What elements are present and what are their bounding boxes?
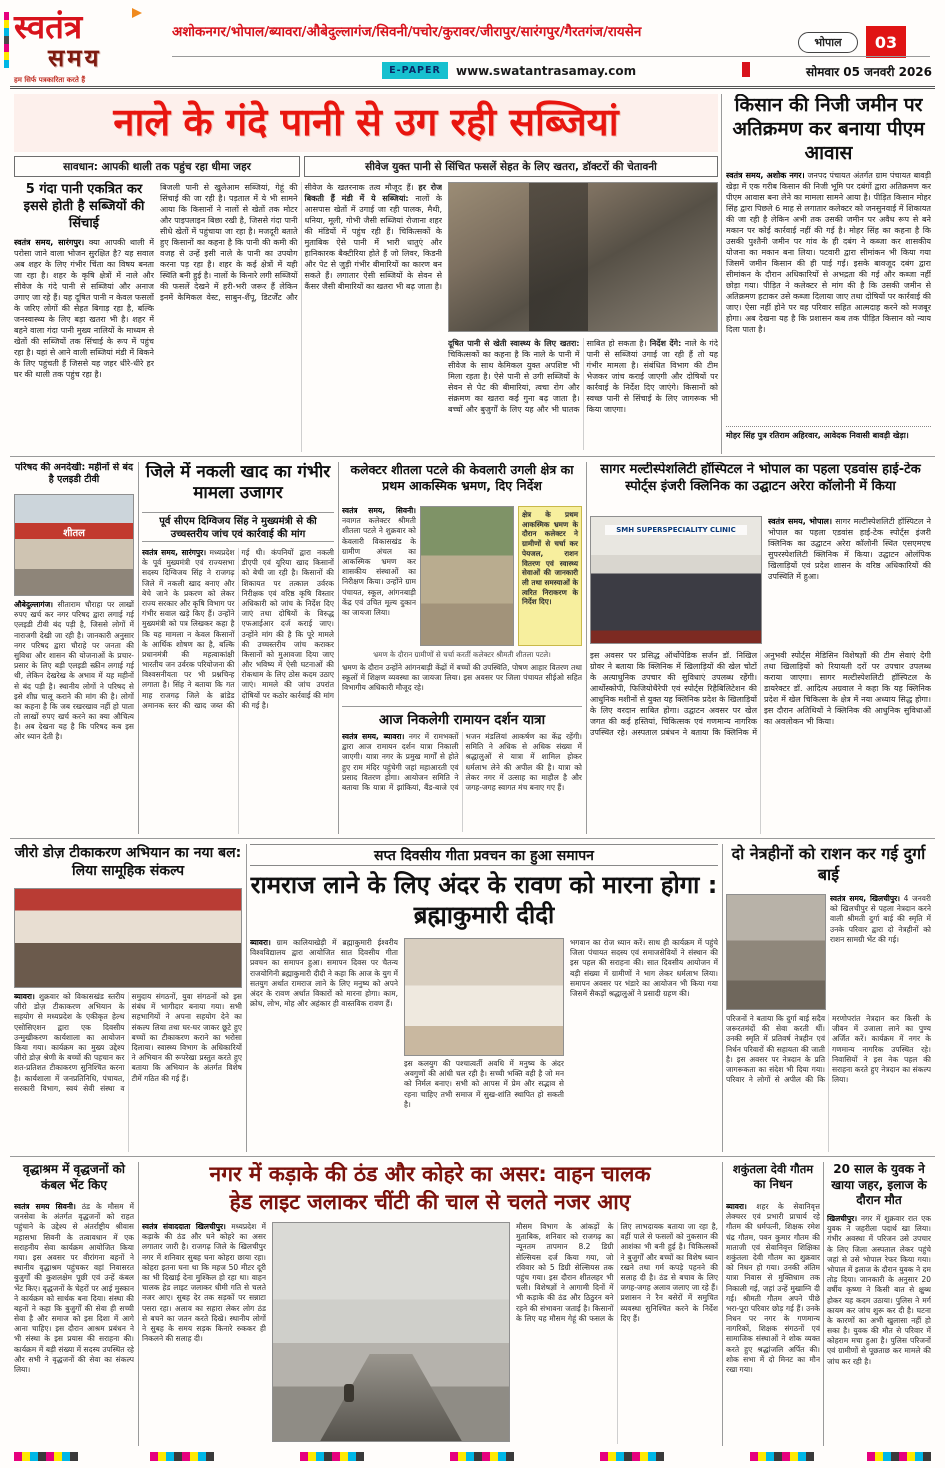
collector-body-bottom: भ्रमण के दौरान उन्होंने आंगनबाड़ी केंद्रों में बच्चों की उपस्थिति, पोषण आहार वितरण तथा स्कूलों में शिक्षण व्यवस्था का जायजा लिया। इस अवसर पर जिला पंचायत सीईओ सहित विभागीय अधिकारी मौजूद रहे।	[342, 663, 582, 693]
registration-marks-bottom	[14, 1452, 78, 1461]
hospital-dateline: स्वतंत्र समय, भोपाल।	[768, 517, 833, 526]
flag-icon	[132, 8, 142, 18]
gautam-city: ब्यावरा।	[726, 1202, 747, 1211]
netraheen-dateline: स्वतंत्र समय, खिलचीपुर।	[830, 894, 901, 903]
collector-dateline: स्वतंत्र समय, सिवनी।	[342, 506, 416, 515]
tika-photo	[14, 888, 242, 988]
lead-below-image-text: दूषित पानी से खेती स्वास्थ्य के लिए खतरा: चिकित्सकों का कहना है कि नाले के पानी में सीवेज के साथ केमिकल युक्त अपशिष्ट भी मिला रहता है। ऐसे पानी से उगी सब्जियों के सेवन से पेट की बीमारियां, त्वचा रोग और संक्रमण का खतरा कई गुना बढ़ जाता है। बच्चों और बुजुर्गों के लिए यह और भी घातक साबित हो सकता है। निर्देश देंगे: नाले के गंदे पानी से सब्जियां उगाई जा रही हैं तो यह गंभीर मामला है। संबंधित विभाग की टीम भेजकर जांच कराई जाएगी और दोषियों पर कार्रवाई के निर्देश दिए जाएंगे। किसानों को स्वच्छ पानी से सिंचाई के लिए जागरूक भी किया जाएगा।	[448, 339, 718, 415]
geeta-banner: सप्त दिवसीय गीता प्रवचन का हुआ समापन	[250, 844, 718, 866]
fog-street-photo	[272, 1222, 510, 1442]
led-tv-body: औबेदुल्लागंज। सीताराम चौराहा पर लाखों रुपए खर्च कर नगर परिषद द्वारा लगाई गई एलइडी टीवी बंद पड़ी है, जिससे लोगों में नाराजगी देखी जा रही है। जानकारी अनुसार नगर परिषद द्वारा चौराहे पर जनता की सुविधा और शासन की योजनाओं के प्रचार-प्रसार के लिए बड़ी एलइडी स्क्रीन लगाई गई थी, लेकिन देखरेख के अभाव में यह महीनों से बंद पड़ी है। स्थानीय लोगों ने परिषद से इसे शीघ्र चालू कराने की मांग की है। लोगों का कहना है कि जब रखरखाव नहीं हो पाता तो लाखों रुपए खर्च करने का क्या औचित्य है। अब देखना यह है कि परिषद कब इस ओर ध्यान देती है।	[14, 600, 134, 742]
hospital-photo-banner-text: SMH SUPERSPECIALITY CLINIC	[605, 525, 748, 535]
logo-tagline: हम सिर्फ पत्रकारिता करते हैं	[14, 76, 86, 84]
hospital-headline: सागर मल्टीस्पेशलिटी हॉस्पिटल ने भोपाल का पहला एडवांस हाई-टेक स्पोर्ट्स इंजरी क्लिनिक का उद्घाटन अरेरा कॉलोनी में किया	[600, 462, 921, 494]
registration-marks-bottom	[600, 1452, 664, 1461]
cyclist-silhouette	[344, 1384, 354, 1402]
netraheen-body-bottom: परिजनों ने बताया कि दुर्गा बाई सदैव जरूरतमंदों की सेवा करती थीं। उनकी स्मृति में प्रतिवर्ष नेत्रहीन एवं निर्धन परिवारों की सहायता की जाती है। इस अवसर पर नेत्रदान के प्रति जागरूकता का संदेश भी दिया गया। परिवार ने लोगों से अपील की कि मरणोपरांत नेत्रदान कर किसी के जीवन में उजाला लाने का पुण्य अर्जित करें। कार्यक्रम में नगर के गणमान्य नागरिक उपस्थित रहे। निवासियों ने इस नेक पहल की सराहना करते हुए नेत्रदान का संकल्प लिया।	[726, 1014, 931, 1085]
fog-road	[320, 1354, 462, 1441]
nakli-khad-dateline: स्वतंत्र समय, सारंगपुर।	[142, 548, 207, 557]
lead-dateline: स्वतंत्र समय, सारंगपुर।	[14, 237, 85, 247]
lead-kicker-left: सावधान: आपकी थाली तक पहुंच रहा धीमा जहर	[14, 156, 300, 177]
masthead-logo	[14, 7, 166, 88]
registration-marks-bottom	[150, 1452, 214, 1461]
lead-cols-mid: बिजली पानी से खुलेआम सब्जियां, गेहूं की सिंचाई की जा रही है। पड़ताल में ये भी सामने आया कि किसानों ने नालों से खेतों तक मोटर और पाइपलाइन बिछा रखी है, जिससे गंदा पानी सीधे खेतों में पहुंचाया जा रहा है। मजदूरी बताते हुए किसानों का कहना है कि पानी की कमी की वजह से उन्हें इसी नाले के पानी का उपयोग करना पड़ रहा है। शहर के कई क्षेत्रों में यही स्थिति बनी हुई है। नालों के किनारे लगी सब्जियों की फसलें देखने में हरी-भरी जरूर हैं लेकिन इनमें केमिकल वेस्ट, साबुन-शैंपू, डिटर्जेंट और सीवेज के खतरनाक तत्व मौजूद हैं। हर रोज बिकती हैं मंडी में ये सब्जियां: नालों के आसपास खेतों में उगाई जा रही पालक, मैथी, धनिया, मूली, गोभी जैसी सब्जियां रोजाना शहर की मंडियों में पहुंच रही हैं। चिकित्सकों के मुताबिक ऐसे पानी में भारी धातुएं और हानिकारक बैक्टीरिया होते हैं जो लिवर, किडनी और पेट से जुड़ी गंभीर बीमारियों का कारण बन सकते हैं। लगातार ऐसी सब्जियों के सेवन से कैंसर जैसी बीमारियों का खतरा भी बढ़ जाता है।	[160, 183, 442, 303]
kambal-dateline: स्वतंत्र समय सिवनी।	[14, 1202, 76, 1211]
pm-awas-note: मोहर सिंह पुत्र रतिराम अहिरवार, आवेदक निवासी बावड़ी खेड़ा।	[726, 426, 931, 450]
hospital-body-bottom: इस अवसर पर प्रसिद्ध ऑर्थोपेडिक सर्जन डॉ. निखिल ग्रोवर ने बताया कि क्लिनिक में खिलाड़ियों की खेल चोटों के अत्याधुनिक उपचार की सुविधाएं उपलब्ध रहेंगी। आर्थोस्कोपी, फिजियोथैरेपी एवं स्पोर्ट्स रिहैबिलिटेशन की आधुनिक मशीनों से युक्त यह क्लिनिक प्रदेश के खिलाड़ियों के लिए वरदान साबित होगा। उद्घाटन अवसर पर खेल जगत की कई हस्तियां, चिकित्सक एवं गणमान्य नागरिक उपस्थित रहे। अस्पताल प्रबंधन ने बताया कि क्लिनिक में अनुभवी स्पोर्ट्स मेडिसिन विशेषज्ञों की टीम सेवाएं देगी तथा खिलाड़ियों को रियायती दरों पर उपचार उपलब्ध कराया जाएगा। सागर मल्टीस्पेशलिटी हॉस्पिटल के डायरेक्टर डॉ. आदित्य अग्रवाल ने कहा कि यह क्लिनिक प्रदेश में खेल चिकित्सा के क्षेत्र में नया अध्याय सिद्ध होगा। इस दौरान अतिथियों ने क्लिनिक की आधुनिक सुविधाओं का अवलोकन भी किया।	[590, 651, 931, 738]
hospital-body-side: स्वतंत्र समय, भोपाल। सागर मल्टीस्पेशलिटी हॉस्पिटल ने भोपाल का पहला एडवांस हाई-टेक स्पोर्ट्स इंजरी क्लिनिक का उद्घाटन अरेरा कॉलोनी स्थित एसएमएच सुपरस्पेशलिटी क्लिनिक में किया। उद्घाटन ओलंपिक खिलाड़ियों एवं प्रदेश शासन के वरिष्ठ अधिकारियों की उपस्थिति में हुआ।	[768, 517, 931, 582]
geeta-mid-col	[404, 938, 564, 1152]
ramayan-headline: आज निकलेगी रामायन दर्शन यात्रा	[342, 706, 582, 728]
netraheen-body-side: स्वतंत्र समय, खिलचीपुर। 4 जनवरी को खिलचीपुर से पहला नेत्रदान करने वाली श्रीमती दुर्गा बाई की स्मृति में उनके परिवार द्वारा दो नेत्रहीनों को राशन सामग्री भेंट की गई।	[830, 894, 931, 944]
registration-marks-bottom	[750, 1452, 814, 1461]
website-link[interactable]: www.swatantrasamay.com	[456, 64, 637, 78]
pm-awas-dateline: स्वतंत्र समय, अशोक नगर।	[726, 171, 805, 180]
lead-below2-head: निर्देश देंगे:	[649, 339, 685, 348]
led-caption: परिषद की अनदेखी: महीनों से बंद है एलइडी टीवी	[15, 462, 133, 486]
gautam-body: ब्यावरा। शहर के सेवानिवृत्त लेक्चरर एवं प्रभारी प्राचार्य रहे गौतम की धर्मपत्नी, शिक्षक रमेश चंद्र गौतम, पवन कुमार गौतम की माताजी एवं सेवानिवृत्त शिक्षिका शकुंतला देवी गौतम का शुक्रवार को निधन हो गया। उनकी अंतिम यात्रा निवास से मुक्तिधाम तक निकाली गई, जहां उन्हें मुखाग्नि दी गई। श्रीमती गौतम अपने पीछे भरा-पूरा परिवार छोड़ गई हैं। उनके निधन पर नगर के गणमान्य नागरिकों, शिक्षक संगठनों एवं सामाजिक संस्थाओं ने शोक व्यक्त करते हुए श्रद्धांजलि अर्पित की। शोक सभा में दो मिनट का मौन रखा गया।	[726, 1202, 820, 1374]
collector-photo	[420, 506, 514, 646]
tika-body: ब्यावरा। शुक्रवार को विकासखंड स्तरीय जीरो डोज़ टीकाकरण अभियान के सहयोग से मध्यप्रदेश के एकीकृत हेल्थ एसोसिएशन द्वारा एक दिवसीय उन्मुखीकरण कार्यशाला का आयोजन किया गया। कार्यक्रम का मुख्य उद्देश्य जीरो डोज़ श्रेणी के बच्चों की पहचान कर शत-प्रतिशत टीकाकरण सुनिश्चित करना है। कार्यशाला में जनप्रतिनिधि, पंचायत, सरकारी विभाग, स्वयं सेवी संस्था व समुदाय संगठनों, युवा संगठनों को इस संबंध में भागीदार बनाया गया। सभी सहभागियों ने अपना सहयोग देने का संकल्प लिया तथा घर-घर जाकर छूटे हुए बच्चों का टीकाकरण कराने का भरोसा दिलाया। स्वास्थ्य विभाग के अधिकारियों ने अभियान की रूपरेखा प्रस्तुत करते हुए बताया कि अभियान के अंतर्गत विशेष टीमें गठित की गई हैं।	[14, 992, 242, 1093]
thand-headline-2: हेड लाइट जलाकर चींटी की चाल से चलते नजर आए	[229, 1190, 631, 1214]
geeta-content	[250, 938, 718, 1152]
lead-runin-head: हर रोज बिकती हैं मंडी में ये सब्जियां:	[304, 183, 442, 204]
thand-headline-1: नगर में कड़ाके की ठंड और कोहरे का असर: वाहन चालक	[209, 1162, 651, 1186]
shop-sign-text: शीतल	[63, 528, 85, 539]
pm-awas-body: स्वतंत्र समय, अशोक नगर। जनपद पंचायत अंतर्गत ग्राम पंचायत बावड़ी खेड़ा में एक गरीब किसान की निजी भूमि पर दबंगों द्वारा अतिक्रमण कर पीएम आवास बना लेने का मामला सामने आया है। पीड़ित किसान मोहर सिंह द्वारा पिछले 6 माह से लगातार कलेक्टर को जनसुनवाई में शिकायत की जा रही है लेकिन अभी तक उसकी जमीन पर अवैध रूप से बने मकान पर कोई कार्रवाई नहीं की गई है। मोहर सिंह का कहना है कि उसकी पुश्तैनी जमीन पर गांव के ही दबंग ने कब्जा कर शासकीय योजना का मकान बना लिया। पटवारी द्वारा सीमांकन भी किया गया जिसमें जमीन किसान की ही पाई गई। इसके बावजूद दबंग द्वारा सीमांकन के दौरान अधिकारियों से अभद्रता की गई और कब्जा नहीं छोड़ा गया। पीड़ित ने कलेक्टर से मांग की है कि उसकी जमीन से अतिक्रमण हटाकर उसे कब्जा दिलाया जाए तथा दोषियों पर कार्रवाई की जाए। ऐसा नहीं होने पर वह परिवार सहित आत्मदाह करने को मजबूर होगा। अब देखना यह है कि प्रशासन कब तक पीड़ित किसान को न्याय दिला पाता है।	[726, 171, 931, 335]
netraheen-headline: दो नेत्रहीनों को राशन कर गई दुर्गा बाई	[731, 844, 926, 884]
geeta-city: ब्यावरा।	[250, 938, 271, 947]
logo-line1: स्वतंत्र	[14, 7, 83, 46]
collector-body-left: स्वतंत्र समय, सिवनी। नवागत कलेक्टर श्रीमती शीतला पटले ने शुक्रवार को केवलारी विकासखंड के ग्रामीण अंचल का आकस्मिक भ्रमण कर शासकीय संस्थाओं का निरीक्षण किया। उन्होंने ग्राम पंचायत, स्कूल, आंगनबाड़ी केंद्र एवं उचित मूल्य दुकान का जायजा लिया।	[342, 506, 416, 617]
nakli-khad-headline: जिले में नकली खाद का गंभीर मामला उजागर	[145, 462, 331, 504]
cities-nav: अशोकनगर/भोपाल/ब्यावरा/औबेदुल्लागंज/सिवनी/पचोर/कुरावर/जीरापुर/सारंगपुर/गैरतगंज/रायसेन	[172, 24, 642, 40]
pm-awas-headline: किसान की निजी जमीन पर अतिक्रमण कर बनाया पीएम आवास	[732, 94, 925, 164]
registration-marks-bottom	[450, 1452, 514, 1461]
lead-below1-head: दूषित पानी से खेती स्वास्थ्य के लिए खतरा:	[448, 339, 580, 348]
ramayan-body: स्वतंत्र समय, ब्यावरा। नगर में रामभक्तों द्वारा आज रामायन दर्शन यात्रा निकाली जाएगी। यात्रा नगर के प्रमुख मार्गों से होते हुए राम मंदिर पहुंचेगी जहां महाआरती एवं प्रसाद वितरण होगा। आयोजन समिति ने बताया कि यात्रा में झांकियां, बैंड-बाजे एवं भजन मंडलियां आकर्षण का केंद्र रहेंगी। समिति ने अधिक से अधिक संख्या में श्रद्धालुओं से यात्रा में शामिल होकर धर्मलाभ लेने की अपील की है। यात्रा को लेकर नगर में उत्साह का माहौल है और जगह-जगह स्वागत मंच बनाए गए हैं।	[342, 732, 582, 792]
thand-body-right: मौसम विभाग के आंकड़ों के मुताबिक, शनिवार को राजगढ़ का न्यूनतम तापमान 8.2 डिग्री सेल्सियस दर्ज किया गया, जो रविवार को 5 डिग्री सेल्सियस तक पहुंच गया। इस दौरान शीतलहर भी चली। विशेषज्ञों ने आगामी दिनों में भी कड़ाके की ठंड और ठिठुरन बने रहने की संभावना जताई है। किसानों के लिए यह मौसम गेहूं की फसल के लिए लाभदायक बताया जा रहा है, वहीं पाले से फसलों को नुकसान की आशंका भी बनी हुई है। चिकित्सकों ने बुजुर्गों और बच्चों का विशेष ध्यान रखने तथा गर्म कपड़े पहनने की सलाह दी है। ठंड से बचाव के लिए जगह-जगह अलाव जलाए जा रहे हैं। प्रशासन ने रैन बसेरों में समुचित व्यवस्था सुनिश्चित करने के निर्देश दिए हैं।	[516, 1222, 718, 1323]
date-accent-bar	[742, 62, 750, 77]
tika-headline: जीरो डोज़ टीकाकरण अभियान का नया बल: लिया सामूहिक संकल्प	[14, 845, 242, 880]
edition-badge: भोपाल	[798, 32, 858, 53]
tika-city: ब्यावरा।	[14, 992, 35, 1001]
registration-marks-bottom	[867, 1452, 931, 1461]
geeta-headline: रामराज लाने के लिए अंदर के रावण को मारना होगा : ब्रह्माकुमारी दीदी	[250, 871, 718, 929]
masthead-divider	[10, 86, 935, 89]
gautam-headline: शकुंतला देवी गौतम का निधन	[732, 1162, 814, 1191]
lead-headline: नाले के गंदे पानी से उग रही सब्जियां	[113, 100, 619, 145]
lead-col1-text: स्वतंत्र समय, सारंगपुर। क्या आपकी थाली में परोसा जाने वाला भोजन सुरक्षित है? यह सवाल अब शहर के लिए गंभीर चिंता का विषय बनता जा रहा है। शहर के कृषि क्षेत्रों में नाले और सीवेज के गंदे पानी से सब्जियां और अनाज उगाए जा रहे हैं। यह दूषित पानी न केवल फसलों के जरिए लोगों की सेहत बिगाड़ रहा है, बल्कि जनस्वास्थ्य के लिए बड़ा खतरा भी है। शहर में बहने वाला गंदा पानी मुख्य नालियों के माध्यम से खेतों की सब्जियों तक सिंचाई के रूप में पहुंच रहा है। यहां से आने वाली सब्जियां मंडी में बिकने के लिए पहुंचती हैं जिससे यह जहर धीरे-धीरे हर घर की थाली तक पहुंच रहा है।	[14, 237, 154, 380]
epaper-badge[interactable]: E-PAPER	[382, 62, 448, 79]
thand-dateline: स्वतंत्र संवाददाता खिलचीपुर।	[142, 1222, 226, 1231]
geeta-photo	[404, 938, 564, 1056]
collector-caption: भ्रमण के दौरान ग्रामीणों से चर्चा करतीं कलेक्टर श्रीमती शीतला पटले।	[373, 650, 551, 659]
collector-highlight-box: क्षेत्र के प्रथम आकस्मिक भ्रमण के दौरान कलेक्टर ने ग्रामीणों से चर्चा कर पेयजल, राशन वितरण एवं स्वास्थ्य सेवाओं की जानकारी ली तथा समस्याओं के त्वरित निराकरण के निर्देश दिए।	[518, 506, 582, 646]
lead-subhead: 5 गंदा पानी एकत्रित कर इससे होती है सब्जियों की सिंचाई	[23, 182, 145, 231]
jahar-headline: 20 साल के युवक ने खाया जहर, इलाज के दौरान मौत	[831, 1162, 927, 1208]
kambal-body: स्वतंत्र समय सिवनी। ठंड के मौसम में जनसेवा के अंतर्गत वृद्धजनों को राहत पहुंचाने के उद्देश्य से अंतर्राष्ट्रीय श्रीवास महासभा सिवनी के तत्वावधान में एक सराहनीय सेवा कार्यक्रम आयोजित किया गया। इस अवसर पर वीरांगना बहनों ने स्थानीय वृद्धाश्रम पहुंचकर वहां निवासरत बुजुर्गों की कुशलक्षेम पूछी एवं उन्हें कंबल भेंट किए। वृद्धजनों के चेहरों पर आई मुस्कान ने कार्यक्रम को सार्थक बना दिया। संस्था की बहनों ने कहा कि बुजुर्गों की सेवा ही सच्ची सेवा है और समाज को इस दिशा में आगे आना चाहिए। इस दौरान आश्रम प्रबंधन ने भी संस्था के इस प्रयास की सराहना की। कार्यक्रम में बड़ी संख्या में सदस्य उपस्थित रहे और सभी ने वृद्धजनों की सेवा का संकल्प लिया।	[14, 1202, 134, 1374]
geeta-body-mid: इस कलयुग की पश्चात्वर्ती अवधि में मनुष्य के अंदर अवगुणों की आंधी चल रही है। सच्ची भक्ति वही है जो मन को निर्मल बनाए। सभी को आपस में प्रेम और सद्भाव से रहना चाहिए तभी समाज में सुख-शांति स्थापित हो सकती है।	[404, 1059, 564, 1109]
geeta-body-right: भगवान का रोज ध्यान करें। साथ ही कार्यक्रम में पहुंचे जिला पंचायत सदस्य एवं समाजसेवियों ने संस्थान की इस पहल की सराहना की। सात दिवसीय आयोजन में बड़ी संख्या में ग्रामीणों ने भाग लेकर धर्मलाभ लिया। समापन अवसर पर भंडारे का आयोजन भी किया गया जिसमें सैकड़ों श्रद्धालुओं ने प्रसादी ग्रहण की।	[570, 938, 718, 998]
led-tv-city: औबेदुल्लागंज।	[14, 600, 53, 609]
nakli-khad-subhead: पूर्व सीएम दिग्विजय सिंह ने मुख्यमंत्री से की उच्चस्तरीय जांच एवं कार्रवाई की मांग	[142, 512, 334, 542]
registration-marks-bottom	[300, 1452, 364, 1461]
hospital-group-photo	[590, 516, 762, 644]
drain-photo	[448, 182, 718, 332]
drain-channel	[529, 183, 588, 331]
kambal-headline: वृद्धाश्रम में वृद्धजनों को कंबल भेंट किए	[22, 1162, 125, 1192]
lead-col1	[14, 182, 154, 452]
registration-marks-top	[4, 12, 9, 68]
led-tv-photo	[14, 494, 134, 596]
geeta-body-left: ब्यावरा। ग्राम कालियाखेड़ी में ब्रह्माकुमारी ईश्वरीय विश्वविद्यालय द्वारा आयोजित सात दिवसीय गीता प्रवचन का समापन हुआ। समापन दिवस पर चैतन्य राजयोगिनी ब्रह्माकुमारी दीदी ने कहा कि आज के युग में सतयुग अर्थात रामराज लाने के लिए मनुष्य को अपने अंदर के रावण अर्थात विकारों को मारना होगा। काम, क्रोध, लोभ, मोह और अहंकार ही वास्तविक रावण हैं।	[250, 938, 398, 1009]
thand-body-left: स्वतंत्र संवाददाता खिलचीपुर। मध्यप्रदेश में कड़ाके की ठंड और घने कोहरे का असर लगातार जारी है। राजगढ़ जिले के खिलचीपुर नगर में शनिवार सुबह घना कोहरा छाया रहा। कोहरा इतना घना था कि महज 50 मीटर दूरी का भी दिखाई देना मुश्किल हो रहा था। वाहन चालक हेड लाइट जलाकर धीमी गति से चलते नजर आए। सुबह देर तक सड़कों पर सन्नाटा पसरा रहा। अलाव का सहारा लेकर लोग ठंड से बचने का जतन करते दिखे। स्थानीय लोगों ने सुबह के समय सड़क किनारे रुककर ही निकलने की सलाह दी।	[142, 1222, 266, 1344]
lead-headline-band	[14, 94, 718, 152]
jahar-city: खिलचीपुर।	[827, 1214, 858, 1223]
lead-kicker-right: सीवेज युक्त पानी से सिंचित फसलें सेहत के लिए खतरा, डॉक्टरों की चेतावनी	[304, 156, 718, 177]
page-number: 03	[866, 26, 906, 58]
jahar-body: खिलचीपुर। नगर में शुक्रवार रात एक युवक ने जहरीला पदार्थ खा लिया। गंभीर अवस्था में परिजन उसे उपचार के लिए जिला अस्पताल लेकर पहुंचे जहां से उसे भोपाल रेफर किया गया। भोपाल में इलाज के दौरान युवक ने दम तोड़ दिया। जानकारी के अनुसार 20 वर्षीय कृष्णा ने किसी बात से क्षुब्ध होकर यह कदम उठाया। पुलिस ने मर्ग कायम कर जांच शुरू कर दी है। घटना के कारणों का अभी खुलासा नहीं हो सका है। युवक की मौत से परिवार में कोहराम मचा हुआ है। पुलिस परिजनों एवं ग्रामीणों से पूछताछ कर मामले की जांच कर रही है।	[827, 1214, 931, 1366]
ramayan-dateline: स्वतंत्र समय, ब्यावरा।	[342, 732, 405, 741]
issue-date: सोमवार 05 जनवरी 2026	[806, 65, 932, 79]
logo-line2: समय	[48, 44, 102, 72]
collector-headline: कलेक्टर शीतला पटले की केवलारी उगली क्षेत्र का प्रथम आकस्मिक भ्रमण, दिए निर्देश	[350, 462, 574, 494]
nakli-khad-body: स्वतंत्र समय, सारंगपुर। मध्यप्रदेश के पूर्व मुख्यमंत्री एवं राज्यसभा सदस्य दिग्विजय सिंह ने राजगढ़ जिले में नकली खाद बनाए और बेचे जाने के प्रकरण को लेकर राज्य सरकार और कृषि विभाग पर गंभीर सवाल खड़े किए हैं। उन्होंने मुख्यमंत्री को पत्र लिखकर कहा है कि यह मामला न केवल किसानों के आर्थिक शोषण का है, बल्कि प्रधानमंत्री की महत्वाकांक्षी भारतीय जन उर्वरक परियोजना की विश्वसनीयता पर भी प्रश्नचिन्ह लगाता है। सिंह ने बताया कि गत माह राजगढ़ जिले के ब्रांडेड अमानक स्तर की खाद जब्त की गई थी। कंपनियों द्वारा नकली डीएपी एवं यूरिया खाद किसानों को बेची जा रही है। किसानों की शिकायत पर तत्काल उर्वरक निरीक्षक एवं वरिष्ठ कृषि विस्तार अधिकारी को जांच के निर्देश दिए जाएं तथा दोषियों के विरुद्ध एफआईआर दर्ज कराई जाए। उन्होंने मांग की है कि पूरे मामले की उच्चस्तरीय जांच कराकर किसानों को मुआवजा दिया जाए और भविष्य में ऐसी घटनाओं की रोकथाम के लिए ठोस कदम उठाए जाएं। मामले की जांच उपरांत दोषियों पर कठोर कार्रवाई की मांग की गई है।	[142, 548, 334, 710]
netraheen-photo	[726, 894, 826, 1010]
